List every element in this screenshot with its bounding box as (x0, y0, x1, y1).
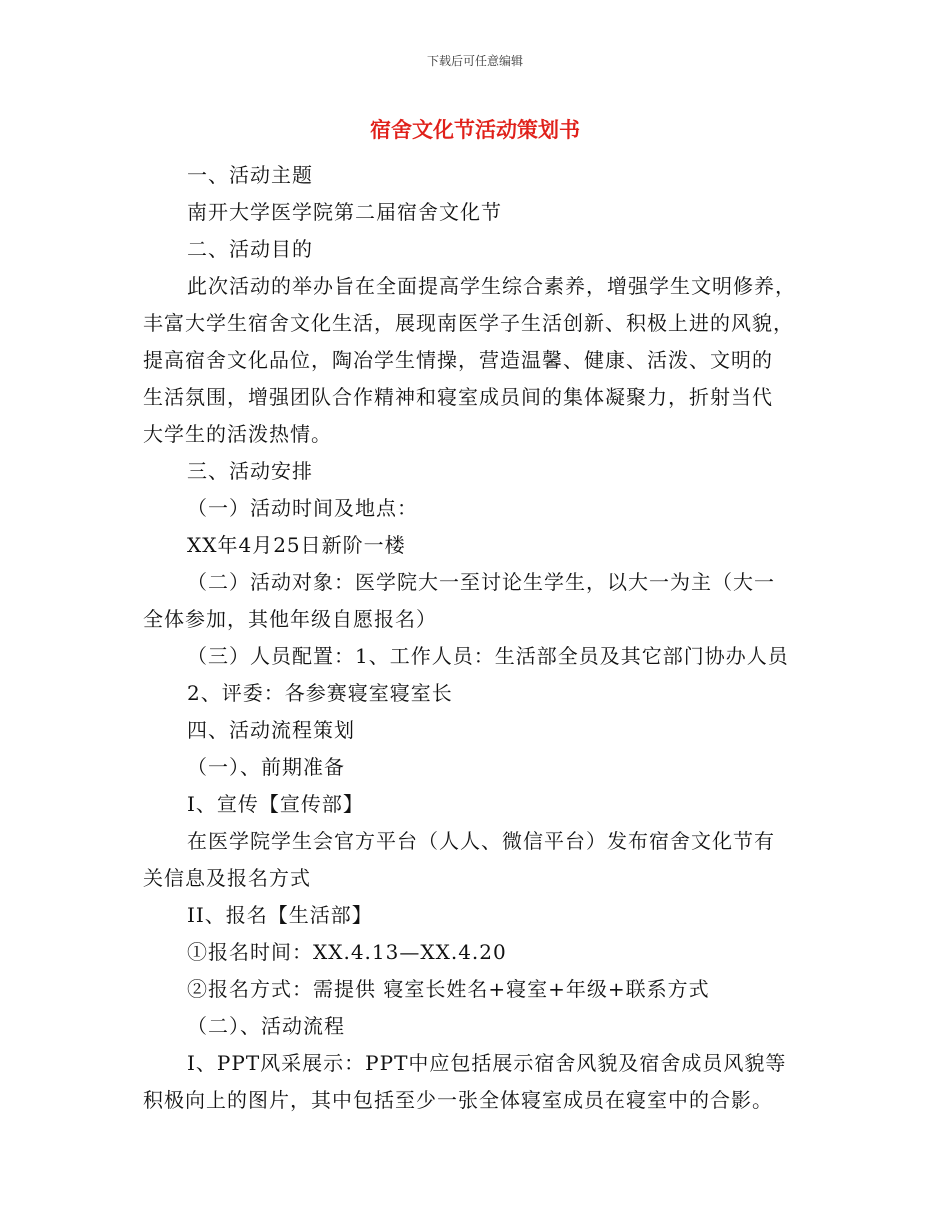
body-line: （三）人员配置：1、工作人员：生活部全员及其它部门协办人员 (187, 644, 789, 668)
body-line: 提高宿舍文化品位，陶冶学生情操，营造温馨、健康、活泼、文明的 (143, 348, 773, 372)
body-line: 此次活动的举办旨在全面提高学生综合素养，增强学生文明修养， (187, 274, 796, 298)
body-line: 积极向上的图片，其中包括至少一张全体寝室成员在寝室中的合影。 (143, 1088, 773, 1112)
body-line: 大学生的活泼热情。 (143, 422, 332, 446)
body-line: I、宣传【宣传部】 (187, 792, 364, 816)
body-line: 二、活动目的 (187, 237, 313, 261)
body-line: II、报名【生活部】 (187, 903, 373, 927)
body-line: 四、活动流程策划 (187, 718, 355, 742)
body-line: I、PPT风采展示：PPT中应包括展示宿舍风貌及宿舍成员风貌等 (187, 1051, 787, 1075)
header-note: 下载后可任意编辑 (426, 54, 523, 68)
body-line: ①报名时间：XX.4.13—XX.4.20 (187, 940, 507, 964)
body-line: （二）活动对象：医学院大一至讨论生学生，以大一为主（大一 (187, 570, 775, 594)
body-line: 全体参加，其他年级自愿报名） (143, 607, 437, 631)
body-line: 关信息及报名方式 (143, 866, 311, 890)
body-line: 一、活动主题 (187, 163, 313, 187)
body-line: 在医学院学生会官方平台（人人、微信平台）发布宿舍文化节有 (187, 829, 775, 853)
body-line: XX年4月25日新阶一楼 (187, 533, 406, 557)
document-body (143, 157, 809, 1119)
body-line: ②报名方式：需提供 寝室长姓名+寝室+年级+联系方式 (187, 977, 710, 1001)
body-line: 三、活动安排 (187, 459, 313, 483)
body-line: 南开大学医学院第二届宿舍文化节 (187, 200, 502, 224)
body-line: 生活氛围，增强团队合作精神和寝室成员间的集体凝聚力，折射当代 (143, 385, 773, 409)
body-line: （二）、活动流程 (187, 1014, 345, 1038)
document-title: 宿舍文化节活动策划书 (370, 118, 580, 142)
body-line: （一）活动时间及地点： (187, 496, 418, 520)
body-line: 丰富大学生宿舍文化生活，展现南医学子生活创新、积极上进的风貌， (143, 311, 794, 335)
body-line: 2、评委：各参赛寝室寝室长 (187, 681, 453, 705)
body-line: （一）、前期准备 (187, 755, 345, 779)
